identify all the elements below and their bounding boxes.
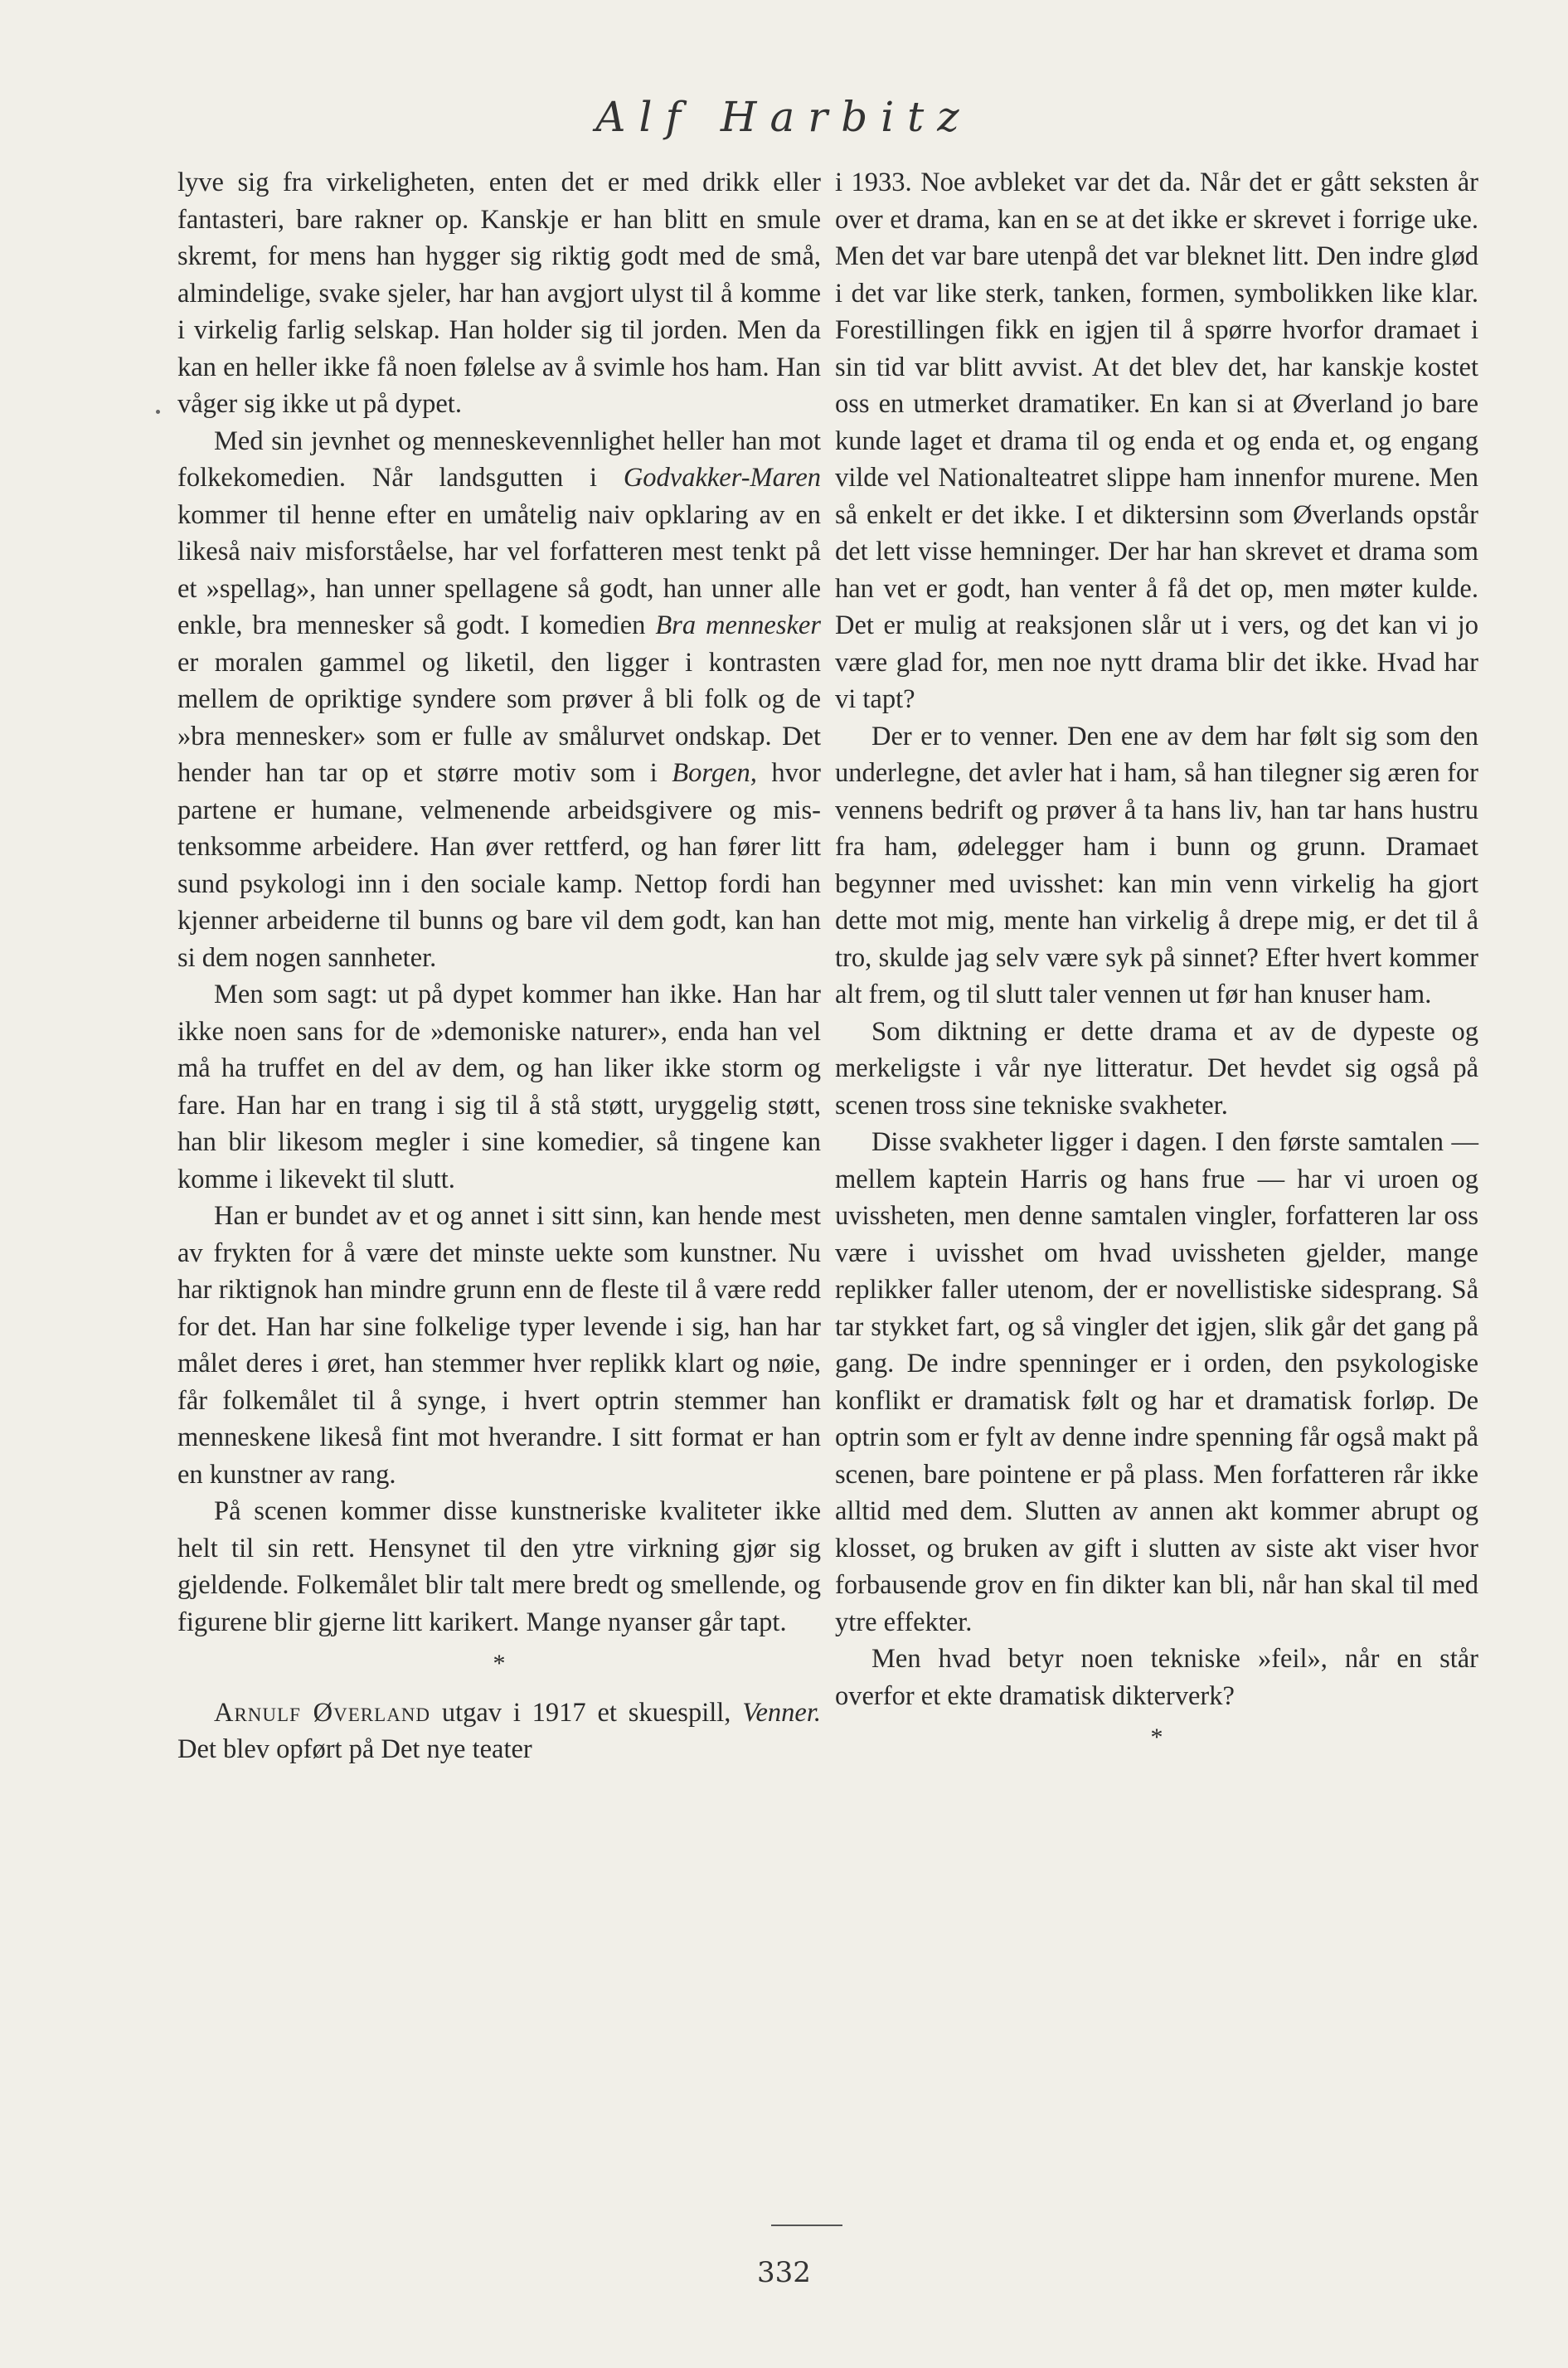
author-name: Arnulf Øverland bbox=[214, 1697, 431, 1728]
work-title: Bra mennesker bbox=[655, 610, 821, 640]
left-column bbox=[177, 164, 821, 1768]
running-head: Alf Harbitz bbox=[595, 93, 973, 141]
text-run: Det blev opført på Det nye teater bbox=[177, 1734, 532, 1764]
text-run: hvor partene er humane, velmenende arbeidsgivere og mistenksomme arbeidere. Han øver rettferd, og han fører litt sund psykologi inn i den sociale kamp. Nettop fordi han kjenner arbeiderne til bunns og bare vil dem godt, kan han si dem nogen sannheter. bbox=[177, 758, 821, 973]
work-title: Borgen, bbox=[672, 758, 757, 788]
paragraph: i 1933. Noe avbleket var det da. Når det er gått seksten år over et drama, kan en se at det ikke er skrevet i forrige uke. Men det var bare utenpå det var bleknet litt. Den indre glød i det var like sterk, tanken, formen, symbolikken like klar. Forestillingen fikk en igjen til å spørre hvorfor dramaet i sin tid var blitt avvist. At det blev det, har kanskje kostet oss en utmerket dramatiker. En kan si at Øverland jo bare kunde laget et drama til og enda et og enda et, og engang vilde vel Nationalteatret slippe ham innenfor murene. Men så enkelt er det ikke. I et diktersinn som Øverlands opstår det lett visse hemninger. Der har han skrevet et drama som han vet er godt, han venter å få det op, men møter kulde. Det er mulig at reaksjonen slår ut i vers, og det kan vi jo være glad for, men noe nytt drama blir det ikke. Hvad har vi tapt? bbox=[835, 168, 1478, 714]
work-title: Venner. bbox=[742, 1697, 821, 1728]
paragraph: Men hvad betyr noen tekniske »feil», når en står overfor et ekte dramatisk dikterverk? bbox=[835, 1644, 1478, 1711]
paragraph: Som diktning er dette drama et av de dypeste og merkeligste i vår nye litteratur. Det hevdet sig også på scenen tross sine tekniske svakheter. bbox=[835, 1016, 1478, 1121]
work-title: Godvakker-Maren bbox=[623, 463, 821, 493]
page-number: 332 bbox=[757, 2256, 811, 2289]
right-column bbox=[835, 164, 1478, 1768]
text-run: er moralen gammel og liketil, den ligger i kontrasten mellem de opriktige syndere som prøver å bli folk og de »bra mennesker» som er fulle av smålurvet ondskap. Det hender han tar op et større motiv som i bbox=[177, 647, 821, 788]
section-separator: * bbox=[1150, 1724, 1163, 1751]
paragraph: På scenen kommer disse kunstneriske kvaliteter ikke helt til sin rett. Hensynet til den ytre virkning gjør sig gjeldende. Folkemålet blir talt mere bredt og smellende, og figurene blir gjerne litt karikert. Mange nyanser går tapt. bbox=[177, 1496, 821, 1637]
text-run: Med sin jevnhet og menneskevennlighet heller han mot folkekomedien. Når landsgutten i bbox=[177, 425, 821, 493]
text-run: kommer til henne efter en umåtelig naiv opklaring av en likeså naiv misforståelse, har vel forfatteren mest tenkt på et »spellag», han unner spellagene så godt, han unner alle enkle, bra mennesker så godt. I komedien bbox=[177, 499, 821, 640]
paragraph bbox=[177, 423, 821, 977]
paragraph: Disse svakheter ligger i dagen. I den første samtalen — mellem kaptein Harris og hans frue — har vi uroen og uvissheten, men denne samtalen vingler, forfatteren lar oss være i uvisshet om hvad uvissheten gjelder, mange replikker faller utenom, der er novellistiske sidesprang. Så tar stykket fart, og så vingler det igjen, slik går det gang på gang. De indre spenninger er i orden, den psykologiske konflikt er dramatisk følt og har et dramatisk forløp. De optrin som er fylt av denne indre spenning får også makt på scenen, bare pointene er på plass. Men forfatteren rår ikke alltid med dem. Slutten av annen akt kommer abrupt og klosset, og bruken av gift i slutten av siste akt viser hvor forbausende grov en fin dikter kan bli, når han skal til med ytre effekter. bbox=[835, 1127, 1478, 1637]
paragraph: Men som sagt: ut på dypet kommer han ikke. Han har ikke noen sans for de »demoniske naturer», enda han vel må ha truffet en del av dem, og han liker ikke storm og fare. Han har en trang i sig til å stå støtt, uryggelig støtt, han blir likesom megler i sine komedier, så tingene kan komme i likevekt til slutt. bbox=[177, 980, 821, 1194]
margin-mark bbox=[156, 410, 160, 414]
section-separator: * bbox=[493, 1650, 506, 1677]
folio-rule bbox=[771, 2225, 842, 2226]
paragraph: Han er bundet av et og annet i sitt sinn, kan hende mest av frykten for å være det minste uekte som kunstner. Nu har riktignok han mindre grunn enn de fleste til å være redd for det. Han har sine folkelige typer levende i sig, han har målet deres i øret, han stemmer hver replikk klart og nøie, får folkemålet til å synge, i hvert optrin stemmer han menneskene likeså fint mot hverandre. I sitt format er han en kunstner av rang. bbox=[177, 1201, 821, 1490]
paragraph: lyve sig fra virkeligheten, enten det er med drikk eller fantasteri, bare rakner op. Kanskje er han blitt en smule skremt, for mens han hygger sig riktig godt med de små, almindelige, svake sjeler, har han avgjort ulyst til å komme i virkelig farlig selskap. Han holder sig til jorden. Men da kan en heller ikke få noen følelse av å svimle hos ham. Han våger sig ikke ut på dypet. bbox=[177, 168, 821, 419]
text-run: utgav i 1917 et skuespill, bbox=[430, 1697, 743, 1728]
paragraph bbox=[177, 1695, 821, 1768]
paragraph: Der er to venner. Den ene av dem har følt sig som den underlegne, det avler hat i ham, så han tilegner sig æren for vennens bedrift og prøver å ta hans liv, han tar hans hustru fra ham, ødelegger ham i bunn og grunn. Dramaet begynner med uvisshet: kan min venn virkelig ha gjort dette mot mig, mente han virkelig å drepe mig, er det til å tro, skulde jag selv være syk på sinnet? Efter hvert kommer alt frem, og til slutt taler vennen ut før han knuser ham. bbox=[835, 721, 1478, 1009]
